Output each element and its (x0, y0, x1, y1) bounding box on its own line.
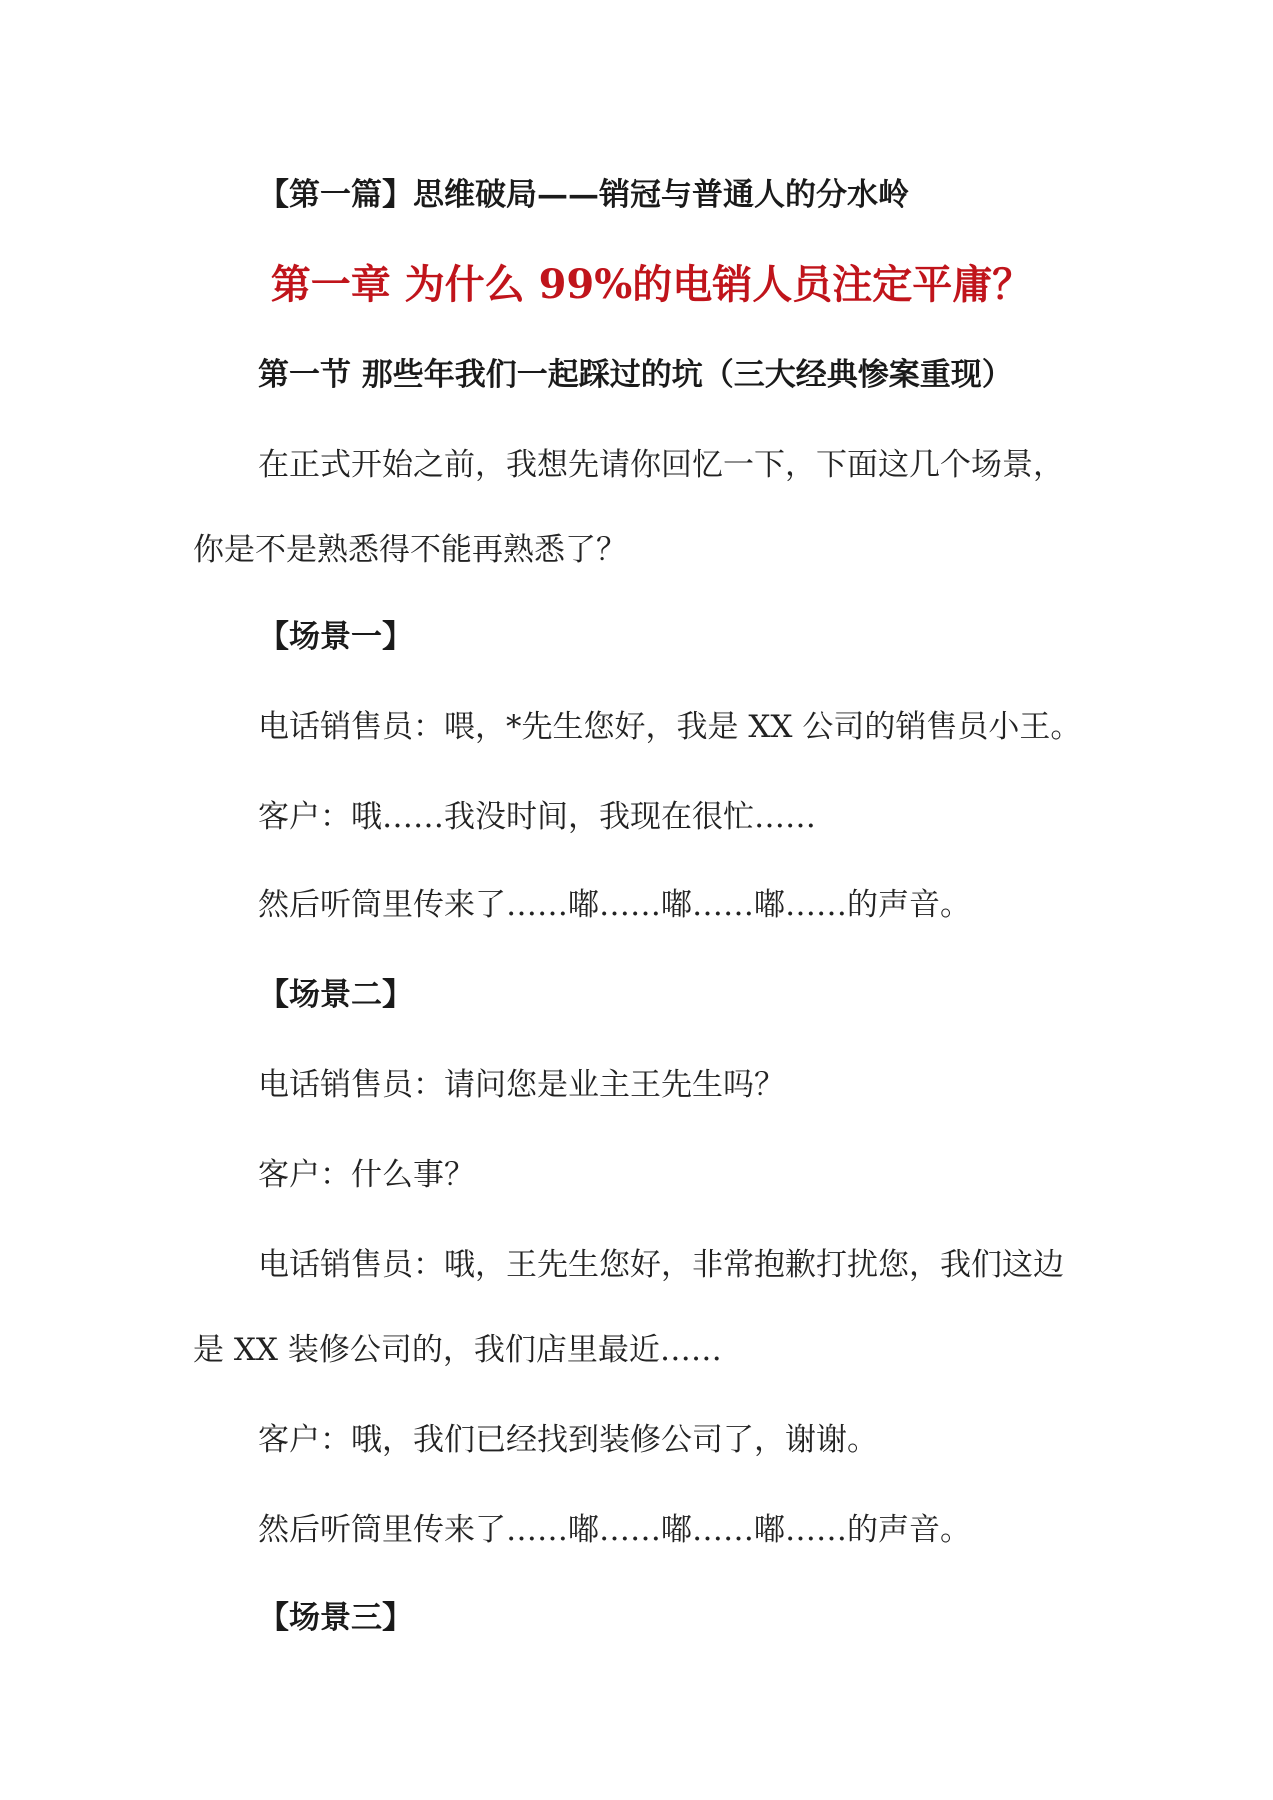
scene-2-line-4: 是 XX 装修公司的，我们店里最近…… (193, 1332, 722, 1368)
scene-1-line-3: 然后听筒里传来了……嘟……嘟……嘟……的声音。 (258, 887, 971, 923)
scene-2-line-2: 客户：什么事？ (258, 1157, 475, 1193)
intro-paragraph-line-1: 在正式开始之前，我想先请你回忆一下，下面这几个场景， (258, 447, 1064, 483)
scene-1-line-2: 客户：哦……我没时间，我现在很忙…… (258, 799, 816, 835)
intro-paragraph-line-2: 你是不是熟悉得不能再熟悉了？ (193, 532, 627, 568)
scene-2-line-6: 然后听筒里传来了……嘟……嘟……嘟……的声音。 (258, 1512, 971, 1548)
scene-2-label: 【场景二】 (258, 977, 413, 1013)
scene-2-line-5: 客户：哦，我们已经找到装修公司了，谢谢。 (258, 1422, 878, 1458)
part-heading: 【第一篇】思维破局——销冠与普通人的分水岭 (258, 177, 909, 213)
scene-2-line-3: 电话销售员：哦，王先生您好，非常抱歉打扰您，我们这边 (258, 1247, 1064, 1283)
scene-1-label: 【场景一】 (258, 619, 413, 655)
scene-2-line-1: 电话销售员：请问您是业主王先生吗？ (258, 1067, 785, 1103)
chapter-heading: 第一章 为什么 99%的电销人员注定平庸？ (270, 261, 1033, 308)
scene-3-label: 【场景三】 (258, 1600, 413, 1636)
section-heading: 第一节 那些年我们一起踩过的坑（三大经典惨案重现） (258, 357, 1013, 393)
scene-1-line-1: 电话销售员：喂，*先生您好，我是 XX 公司的销售员小王。 (258, 709, 1082, 745)
